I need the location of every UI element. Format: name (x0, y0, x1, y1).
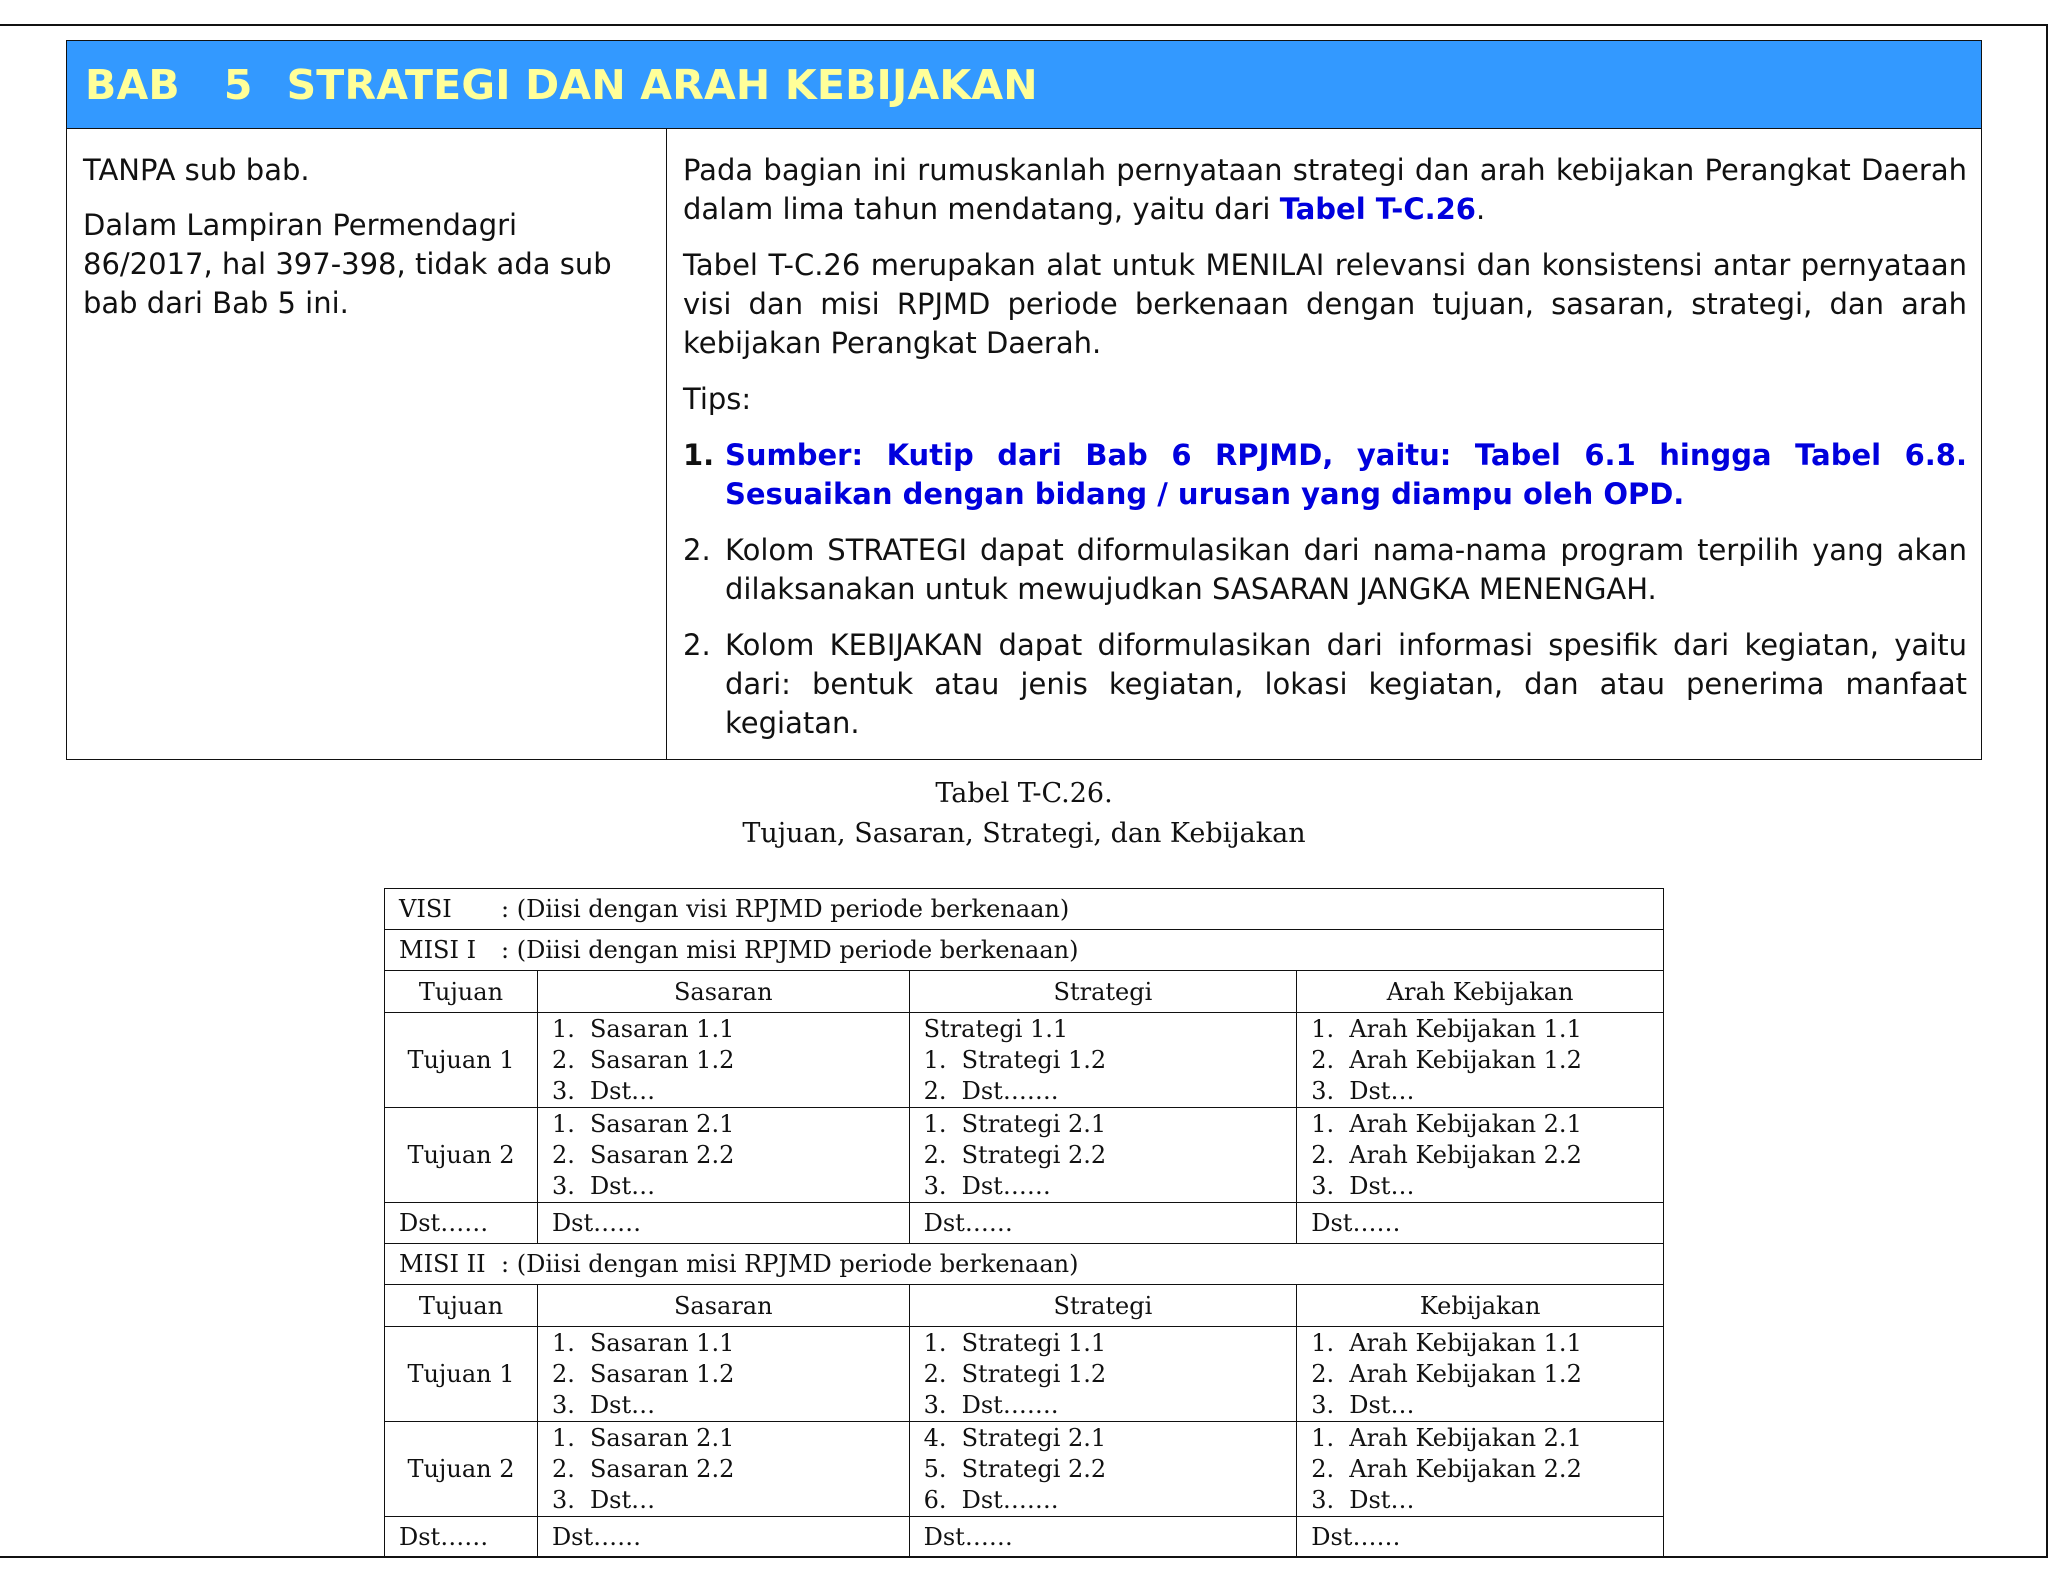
list-item: Dst… (1349, 1390, 1415, 1419)
list-number: 1. (923, 1328, 947, 1357)
list-number: 2. (1311, 1140, 1335, 1169)
tujuan-cell: Tujuan 2 (385, 1422, 538, 1517)
list-item: Dst… (589, 1390, 656, 1419)
tip-text: Sumber: Kutip dari Bab 6 RPJMD, yaitu: Tabel 6.1 hingga Tabel 6.8. Sesuaikan dengan bidang / urusan yang diampu oleh OPD. (725, 438, 1967, 511)
list-item: Sasaran 1.2 (589, 1359, 735, 1388)
list-number: 3. (551, 1076, 575, 1105)
chapter-title: STRATEGI DAN ARAH KEBIJAKAN (286, 60, 1038, 109)
sasaran-cell (537, 1327, 909, 1422)
list-item: Sasaran 1.1 (589, 1328, 735, 1357)
chapter-bab-label: BAB (85, 60, 180, 109)
tip-item-2 (683, 531, 1967, 609)
visi-text: : (Diisi dengan visi RPJMD periode berkenaan) (501, 895, 1070, 923)
list-item: Strategi 2.1 (961, 1423, 1107, 1452)
tujuan-cell: Tujuan 1 (385, 1327, 538, 1422)
right-paragraph-2: Tabel T-C.26 merupakan alat untuk MENILAI relevansi dan konsistensi antar pernyataan visi dan misi RPJMD periode berkenaan dengan tujuan, sasaran, strategi, dan arah kebijakan Perangkat Daerah. (683, 248, 1967, 360)
visi-label: VISI (399, 895, 452, 923)
list-item: Dst……. (961, 1485, 1059, 1514)
tabel-tc26-link[interactable]: Tabel T-C.26 (1279, 192, 1476, 226)
list-item: Strategi 2.1 (961, 1109, 1107, 1138)
dst-cell: Dst…… (537, 1203, 909, 1244)
header-cell: Kebijakan (1297, 1285, 1664, 1327)
list-item: Strategi 1.2 (961, 1045, 1107, 1074)
misi-1-label: MISI I (399, 936, 477, 964)
tujuan-cell: Tujuan 1 (385, 1013, 538, 1108)
visi-row (385, 889, 1664, 930)
tujuan-sasaran-table (384, 888, 1664, 1558)
kebijakan-cell (1297, 1422, 1664, 1517)
list-item: Sasaran 2.1 (589, 1423, 735, 1452)
dst-cell: Dst…… (385, 1203, 538, 1244)
strategi-cell (909, 1108, 1297, 1203)
list-number: 5. (923, 1454, 947, 1483)
list-number: 1. (1311, 1109, 1335, 1138)
table-row-dst (385, 1517, 1664, 1558)
list-number: 1. (551, 1423, 575, 1452)
list-item: Sasaran 2.2 (589, 1140, 735, 1169)
list-item: Sasaran 2.1 (589, 1109, 735, 1138)
list-item: Dst……. (961, 1390, 1059, 1419)
chapter-header (67, 41, 1981, 129)
list-item: Dst…… (961, 1171, 1051, 1200)
list-item: Strategi 2.2 (961, 1140, 1107, 1169)
list-number: 1. (1311, 1423, 1335, 1452)
list-number: 2. (1311, 1454, 1335, 1483)
tip-number: 2. (683, 533, 711, 567)
tujuan-cell: Tujuan 2 (385, 1108, 538, 1203)
table-caption-number: Tabel T-C.26. (935, 778, 1113, 809)
header-cell: Sasaran (537, 1285, 909, 1327)
chapter-box (66, 40, 1982, 760)
list-item: Strategi 1.1 (923, 1014, 1069, 1043)
table-caption-title: Tujuan, Sasaran, Strategi, dan Kebijakan (742, 818, 1306, 849)
kebijakan-cell (1297, 1327, 1664, 1422)
dst-cell: Dst…… (909, 1517, 1297, 1558)
sasaran-cell (537, 1013, 909, 1108)
list-item: Arah Kebijakan 2.2 (1349, 1140, 1582, 1169)
list-number: 2. (923, 1359, 947, 1388)
list-number: 1. (551, 1109, 575, 1138)
left-paragraph-2: Dalam Lampiran Permendagri 86/2017, hal 397-398, tidak ada sub bab dari Bab 5 ini. (83, 208, 612, 320)
list-item: Dst… (1349, 1171, 1415, 1200)
misi-2-text: : (Diisi dengan misi RPJMD periode berkenaan) (501, 1250, 1079, 1278)
misi-2-label: MISI II (399, 1250, 486, 1278)
list-number: 3. (551, 1171, 575, 1200)
list-item: Arah Kebijakan 1.2 (1349, 1045, 1582, 1074)
list-item: Arah Kebijakan 1.1 (1349, 1014, 1582, 1043)
list-number: 3. (1311, 1076, 1335, 1105)
list-number: 2. (551, 1359, 575, 1388)
right-paragraph-1-text: Pada bagian ini rumuskanlah pernyataan strategi dan arah kebijakan Perangkat Daerah dalam lima tahun mendatang, yaitu dari (683, 153, 1967, 226)
dst-cell: Dst…… (909, 1203, 1297, 1244)
dst-cell: Dst…… (537, 1517, 909, 1558)
list-number: 2. (1311, 1045, 1335, 1074)
header-cell: Tujuan (385, 971, 538, 1013)
list-number: 3. (551, 1485, 575, 1514)
list-number: 1. (923, 1045, 947, 1074)
list-item: Dst… (1349, 1485, 1415, 1514)
table-row (385, 1422, 1664, 1517)
dst-cell: Dst…… (1297, 1203, 1664, 1244)
list-number: 3. (923, 1390, 947, 1419)
left-paragraph-1: TANPA sub bab. (83, 153, 310, 187)
list-number: 1. (923, 1109, 947, 1138)
chapter-body (67, 129, 1981, 760)
header-cell: Tujuan (385, 1285, 538, 1327)
strategi-cell (909, 1013, 1297, 1108)
list-number: 2. (551, 1140, 575, 1169)
list-number: 3. (1311, 1171, 1335, 1200)
sasaran-cell (537, 1422, 909, 1517)
chapter-number: 5 (223, 60, 253, 109)
list-item: Sasaran 2.2 (589, 1454, 735, 1483)
list-item: Dst… (1349, 1076, 1415, 1105)
header-row-misi-2 (385, 1285, 1664, 1327)
tip-item-3 (683, 626, 1967, 743)
tip-number: 2. (683, 628, 711, 662)
misi-1-text: : (Diisi dengan misi RPJMD periode berkenaan) (501, 936, 1079, 964)
list-item: Arah Kebijakan 2.2 (1349, 1454, 1582, 1483)
dst-cell: Dst…… (385, 1517, 538, 1558)
list-item: Sasaran 1.2 (589, 1045, 735, 1074)
tip-item-1 (683, 436, 1967, 514)
tip-text: Kolom STRATEGI dapat diformulasikan dari nama-nama program terpilih yang akan dilaksanakan untuk mewujudkan SASARAN JANGKA MENENGAH. (725, 533, 1967, 606)
kebijakan-cell (1297, 1013, 1664, 1108)
list-item: Arah Kebijakan 1.2 (1349, 1359, 1582, 1388)
list-item: Strategi 1.1 (961, 1328, 1107, 1357)
strategi-cell (909, 1327, 1297, 1422)
list-number: 3. (1311, 1390, 1335, 1419)
list-item: Sasaran 1.1 (589, 1014, 735, 1043)
list-number: 1. (1311, 1014, 1335, 1043)
list-number: 1. (551, 1328, 575, 1357)
list-number: 2. (1311, 1359, 1335, 1388)
list-item: Dst… (589, 1171, 656, 1200)
tip-number: 1. (683, 438, 715, 472)
kebijakan-cell (1297, 1108, 1664, 1203)
list-number: 3. (923, 1171, 947, 1200)
list-item: Arah Kebijakan 2.1 (1349, 1423, 1582, 1452)
header-cell: Strategi (909, 1285, 1297, 1327)
tips-label: Tips: (683, 382, 752, 416)
table-row-dst (385, 1203, 1664, 1244)
right-paragraph-1-end: . (1475, 192, 1486, 226)
list-number: 2. (551, 1045, 575, 1074)
list-number: 2. (551, 1454, 575, 1483)
list-item: Arah Kebijakan 1.1 (1349, 1328, 1582, 1357)
dst-cell: Dst…… (1297, 1517, 1664, 1558)
list-number: 1. (551, 1014, 575, 1043)
header-row-misi-1 (385, 971, 1664, 1013)
header-cell: Sasaran (537, 971, 909, 1013)
list-number: 4. (923, 1423, 947, 1452)
list-number: 2. (923, 1140, 947, 1169)
list-item: Dst… (589, 1076, 656, 1105)
list-item: Dst… (589, 1485, 656, 1514)
tip-text: Kolom KEBIJAKAN dapat diformulasikan dari informasi spesifik dari kegiatan, yaitu dari: bentuk atau jenis kegiatan, lokasi kegiatan, dan atau penerima manfaat kegiatan. (725, 628, 1967, 740)
chapter-right-column (667, 129, 1981, 760)
header-cell: Strategi (909, 971, 1297, 1013)
misi-2-row (385, 1244, 1664, 1285)
list-item: Dst……. (961, 1076, 1059, 1105)
table-row (385, 1327, 1664, 1422)
sasaran-cell (537, 1108, 909, 1203)
list-number: 6. (923, 1485, 947, 1514)
list-item: Strategi 1.2 (961, 1359, 1107, 1388)
list-item: Strategi 2.2 (961, 1454, 1107, 1483)
list-number: 1. (1311, 1328, 1335, 1357)
table-row (385, 1013, 1664, 1108)
chapter-left-column (67, 129, 667, 760)
list-number: 3. (1311, 1485, 1335, 1514)
list-number: 2. (923, 1076, 947, 1105)
list-item: Arah Kebijakan 2.1 (1349, 1109, 1582, 1138)
list-number: 3. (551, 1390, 575, 1419)
right-paragraph-1 (683, 151, 1967, 229)
header-cell: Arah Kebijakan (1297, 971, 1664, 1013)
strategi-cell (909, 1422, 1297, 1517)
misi-1-row (385, 930, 1664, 971)
table-row (385, 1108, 1664, 1203)
